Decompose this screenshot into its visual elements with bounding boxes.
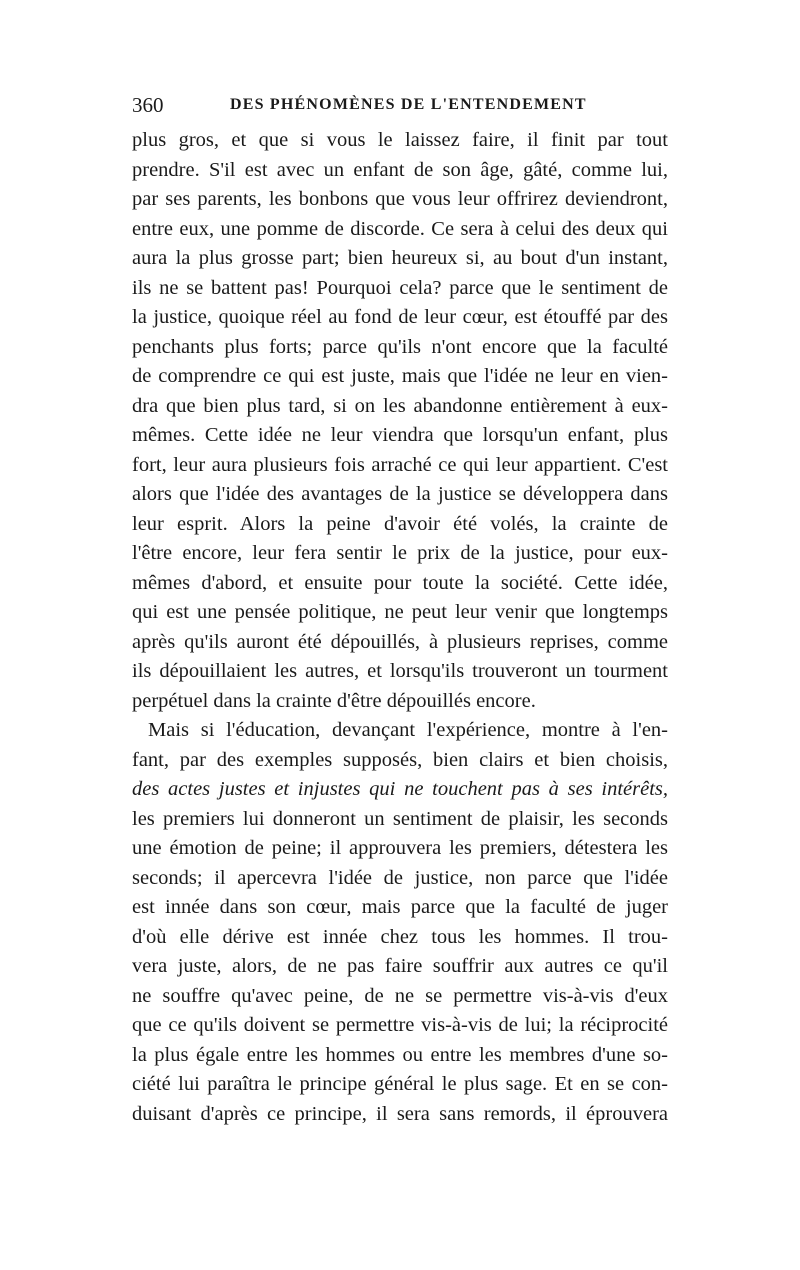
text-line: d'où elle dérive est innée chez tous les hommes. Il trou- — [132, 925, 668, 948]
text-line: que ce qu'ils doivent se permettre vis-à-vis de lui; la réciprocité — [132, 1014, 668, 1036]
text-line: ils ne se battent pas! Pourquoi cela? parce que le sentiment de — [132, 276, 668, 299]
text-line-italic: des actes justes et injustes qui ne touchent pas à ses intérêts, — [132, 778, 668, 800]
text-line: par ses parents, les bonbons que vous leur offrirez deviendront, — [132, 188, 668, 210]
text-line: entre eux, une pomme de discorde. Ce sera à celui des deux qui — [132, 217, 668, 240]
text-line: Mais si l'éducation, devançant l'expérience, montre à l'en- — [148, 719, 668, 741]
text-line: ils dépouillaient les autres, et lorsqu'ils trouveront un tourment — [132, 660, 668, 682]
text-line: mêmes d'abord, et ensuite pour toute la société. Cette idée, — [132, 571, 668, 594]
text-line: penchants plus forts; parce qu'ils n'ont encore que la faculté — [132, 335, 668, 358]
text-line: mêmes. Cette idée ne leur viendra que lorsqu'un enfant, plus — [132, 424, 668, 446]
text-line: perpétuel dans la crainte d'être dépouillés encore. — [132, 689, 536, 712]
page-header — [132, 90, 672, 120]
page-number: 360 — [132, 93, 164, 117]
text-line: fort, leur aura plusieurs fois arraché ce qui leur appartient. C'est — [132, 453, 668, 476]
text-line: alors que l'idée des avantages de la justice se développera dans — [132, 483, 668, 505]
body-text — [132, 126, 668, 1129]
text-line: plus gros, et que si vous le laissez faire, il finit par tout — [132, 129, 668, 151]
text-line: ne souffre qu'avec peine, de ne se permettre vis-à-vis d'eux — [132, 984, 668, 1007]
text-line: vera juste, alors, de ne pas faire souffrir aux autres ce qu'il — [132, 955, 668, 977]
text-line: est innée dans son cœur, mais parce que la faculté de juger — [132, 896, 668, 918]
text-line: ciété lui paraîtra le principe général le plus sage. Et en se con- — [132, 1073, 668, 1095]
running-title: DES PHÉNOMÈNES DE L'ENTENDEMENT — [230, 96, 587, 113]
text-line: les premiers lui donneront un sentiment de plaisir, les seconds — [132, 807, 668, 830]
text-line: après qu'ils auront été dépouillés, à plusieurs reprises, comme — [132, 630, 668, 653]
text-line: seconds; il apercevra l'idée de justice, non parce que l'idée — [132, 866, 668, 889]
text-line: qui est une pensée politique, ne peut leur venir que longtemps — [132, 601, 668, 623]
text-line: prendre. S'il est avec un enfant de son âge, gâté, comme lui, — [132, 158, 668, 181]
text-line: fant, par des exemples supposés, bien clairs et bien choisis, — [132, 748, 668, 771]
text-line: la justice, quoique réel au fond de leur cœur, est étouffé par des — [132, 306, 668, 328]
text-line: duisant d'après ce principe, il sera sans remords, il éprouvera — [132, 1102, 668, 1125]
text-line: de comprendre ce qui est juste, mais que l'idée ne leur en vien- — [132, 365, 668, 387]
text-line: l'être encore, leur fera sentir le prix de la justice, pour eux- — [132, 542, 668, 564]
text-line: la plus égale entre les hommes ou entre les membres d'une so- — [132, 1043, 668, 1066]
text-line: aura la plus grosse part; bien heureux si, au bout d'un instant, — [132, 247, 668, 269]
text-line: une émotion de peine; il approuvera les premiers, détestera les — [132, 837, 668, 859]
text-line: dra que bien plus tard, si on les abandonne entièrement à eux- — [132, 394, 668, 417]
text-line: leur esprit. Alors la peine d'avoir été volés, la crainte de — [132, 512, 668, 535]
